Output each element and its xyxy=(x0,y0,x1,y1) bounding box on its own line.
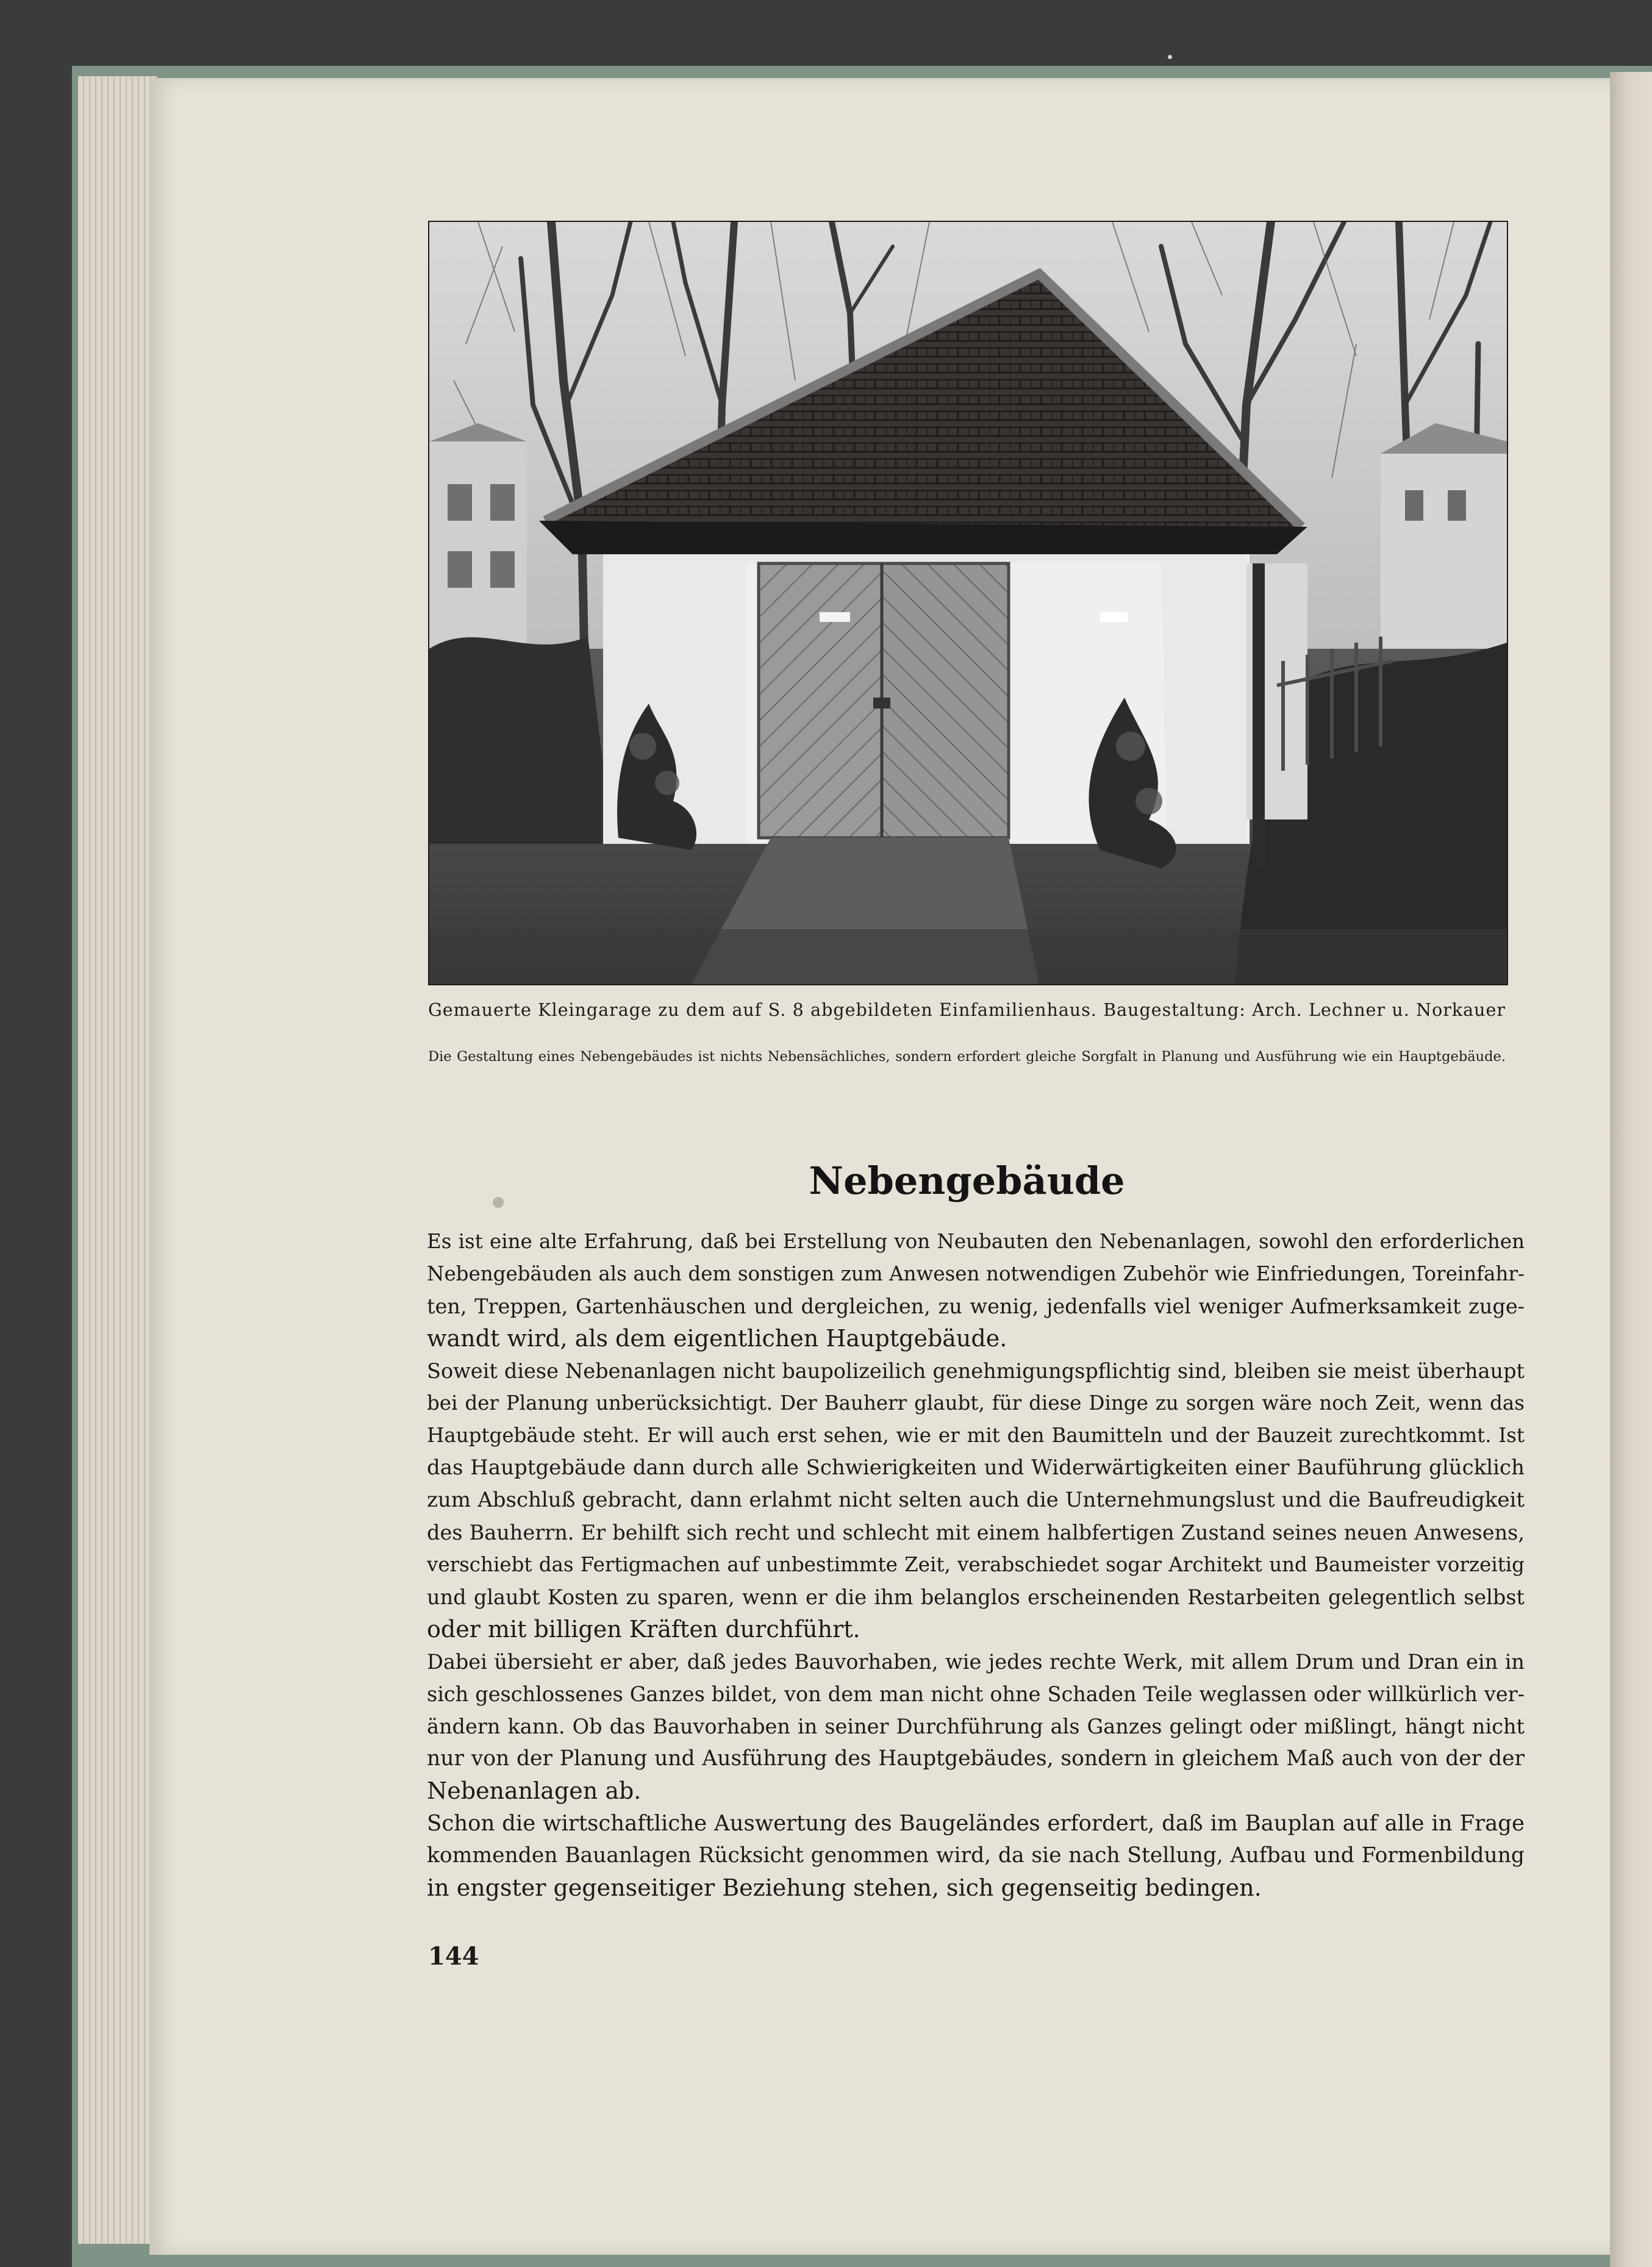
body-line: sich geschlossenes Ganzes bildet, von dem man nicht ohne Schaden Teile weglassen oder willkürlich ver- xyxy=(427,1682,1525,1706)
dust-speck xyxy=(1168,55,1172,59)
section-title: Nebengebäude xyxy=(809,1158,1125,1203)
body-line: ändern kann. Ob das Bauvorhaben in seiner Durchführung als Ganzes gelingt oder mißlingt, hängt nicht xyxy=(427,1715,1525,1738)
body-line: Schon die wirtschaftliche Auswertung des Baugeländes erfordert, daß im Bauplan auf alle in Frage xyxy=(427,1811,1525,1836)
body-text xyxy=(427,1226,1525,1904)
body-line: verschiebt das Fertigmachen auf unbestimmte Zeit, verabschiedet sogar Architekt und Baumeister vorzeitig xyxy=(427,1553,1525,1576)
body-line: Nebengebäuden als auch dem sonstigen zum Anwesen notwendigen Zubehör wie Einfriedungen, Toreinfahr- xyxy=(427,1262,1525,1285)
body-line: des Bauherrn. Er behilft sich recht und schlecht mit einem halbfertigen Zustand seines neuen Anwesens, xyxy=(427,1521,1525,1544)
body-line: nur von der Planung und Ausführung des Hauptgebäudes, sondern in gleichem Maß auch von der der xyxy=(427,1746,1525,1771)
body-line: Nebenanlagen ab. xyxy=(427,1777,642,1804)
garage-photo xyxy=(428,221,1508,985)
body-line: Hauptgebäude steht. Er will auch erst sehen, wie er mit den Baumitteln und der Bauzeit zurechtkommt. Ist xyxy=(427,1424,1525,1447)
body-line: und glaubt Kosten zu sparen, wenn er die ihm belanglos erscheinenden Restarbeiten gelegentlich selbst xyxy=(427,1585,1525,1609)
body-line: das Hauptgebäude dann durch alle Schwierigkeiten und Widerwärtigkeiten einer Bauführung glücklich xyxy=(427,1455,1525,1480)
body-line: Soweit diese Nebenanlagen nicht baupolizeilich genehmigungspflichtig sind, bleiben sie meist überhaupt xyxy=(427,1359,1525,1383)
figure-subcaption: Die Gestaltung eines Nebengebäudes ist nichts Nebensächliches, sondern erfordert gleiche Sorgfalt in Planung und Ausführung wie ein Hauptgebäude. xyxy=(428,1049,1506,1065)
garage-photo-illustration xyxy=(429,222,1507,984)
body-line: bei der Planung unberücksichtigt. Der Bauherr glaubt, für diese Dinge zu sorgen wäre noch Zeit, wenn das xyxy=(427,1391,1525,1415)
page-edges xyxy=(78,76,157,2244)
body-line: Es ist eine alte Erfahrung, daß bei Erstellung von Neubauten den Nebenanlagen, sowohl den erforderlichen xyxy=(427,1230,1525,1253)
body-line: wandt wird, als dem eigentlichen Hauptgebäude. xyxy=(427,1325,1007,1352)
body-line: in engster gegenseitiger Beziehung stehen, sich gegenseitig bedingen. xyxy=(427,1874,1262,1901)
next-page-edge xyxy=(1610,72,1652,2267)
body-line: kommenden Bauanlagen Rücksicht genommen wird, da sie nach Stellung, Aufbau und Formenbildung xyxy=(427,1843,1525,1868)
page-number: 144 xyxy=(428,1942,479,1971)
body-line: zum Abschluß gebracht, dann erlahmt nicht selten auch die Unternehmungslust und die Baufreudigkeit xyxy=(427,1488,1525,1512)
figure-caption: Gemauerte Kleingarage zu dem auf S. 8 abgebildeten Einfamilienhaus. Baugestaltung: Arch. Lechner u. Norkauer xyxy=(428,1000,1506,1020)
body-line: oder mit billigen Kräften durchführt. xyxy=(427,1616,860,1643)
body-line: ten, Treppen, Gartenhäuschen und dergleichen, zu wenig, jedenfalls viel weniger Aufmerksamkeit zuge- xyxy=(427,1294,1525,1318)
paper-smudge xyxy=(493,1197,504,1208)
body-line: Dabei übersieht er aber, daß jedes Bauvorhaben, wie jedes rechte Werk, mit allem Drum und Dran ein in xyxy=(427,1650,1525,1674)
